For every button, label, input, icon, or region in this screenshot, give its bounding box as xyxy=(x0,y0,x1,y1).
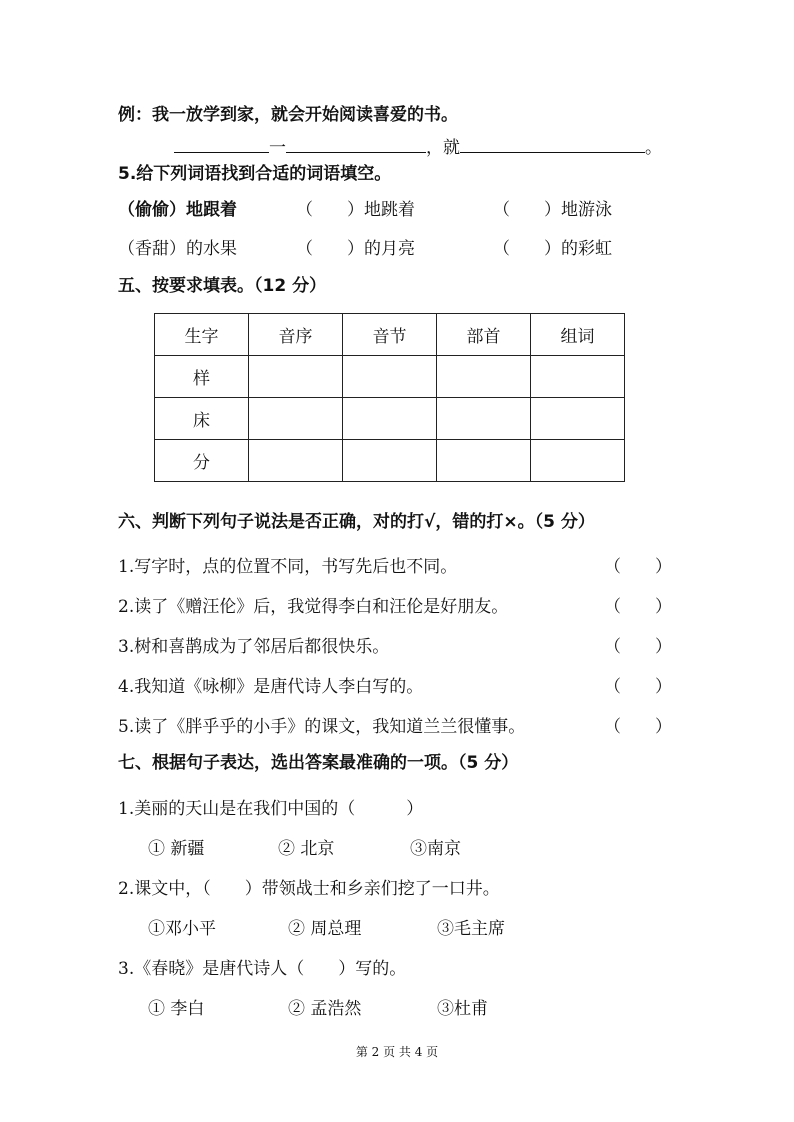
choice-option[interactable]: ① 新疆 xyxy=(148,839,205,859)
choice-option[interactable]: ③毛主席 xyxy=(437,919,505,939)
choice-question-3: 3.《春晓》是唐代诗人（ ）写的。 xyxy=(118,959,407,979)
answer-cell[interactable] xyxy=(343,398,437,440)
header-cell: 部首 xyxy=(437,314,531,356)
q5-row2-col3: （ ）的彩虹 xyxy=(493,239,612,259)
header-cell: 音节 xyxy=(343,314,437,356)
judge-item-1: 1.写字时，点的位置不同，书写先后也不同。 xyxy=(118,557,458,577)
choice-question-2: 2.课文中，（ ）带领战士和乡亲们挖了一口井。 xyxy=(118,879,500,899)
answer-cell[interactable] xyxy=(531,440,625,482)
answer-cell[interactable] xyxy=(249,398,343,440)
answer-cell[interactable] xyxy=(249,440,343,482)
char-cell: 样 xyxy=(155,356,249,398)
choice-question-1: 1.美丽的天山是在我们中国的（ ） xyxy=(118,799,424,819)
answer-cell[interactable] xyxy=(437,356,531,398)
example-yi: 一 xyxy=(269,138,286,158)
header-cell: 生字 xyxy=(155,314,249,356)
choice-option[interactable]: ③南京 xyxy=(410,839,461,859)
table-row xyxy=(155,398,625,440)
choice-option[interactable]: ② 孟浩然 xyxy=(288,999,362,1019)
choice-option[interactable]: ①邓小平 xyxy=(148,919,216,939)
table-row xyxy=(155,356,625,398)
judge-paren-4[interactable]: （ ） xyxy=(604,677,672,697)
q5-row2-col1: （香甜）的水果 xyxy=(118,239,237,259)
q5-title: 5.给下列词语找到合适的词语填空。 xyxy=(118,164,392,184)
judge-paren-5[interactable]: （ ） xyxy=(604,717,672,737)
choice-option[interactable]: ③杜甫 xyxy=(437,999,488,1019)
q5-row1-col3: （ ）地游泳 xyxy=(493,200,612,220)
q5-row1-col1: （偷偷）地跟着 xyxy=(118,200,237,220)
q5-row2-col2: （ ）的月亮 xyxy=(296,239,415,259)
example-jiu: ，就 xyxy=(426,138,460,158)
answer-cell[interactable] xyxy=(531,356,625,398)
answer-cell[interactable] xyxy=(531,398,625,440)
blank-3[interactable] xyxy=(460,134,645,153)
choice-option[interactable]: ① 李白 xyxy=(148,999,205,1019)
char-cell: 床 xyxy=(155,398,249,440)
table-row xyxy=(155,440,625,482)
example-fill-line xyxy=(174,134,662,159)
example-sentence: 例：我一放学到家，就会开始阅读喜爱的书。 xyxy=(118,105,458,125)
judge-item-5: 5.读了《胖乎乎的小手》的课文，我知道兰兰很懂事。 xyxy=(118,717,526,737)
judge-paren-3[interactable]: （ ） xyxy=(604,637,672,657)
section6-title: 六、判断下列句子说法是否正确，对的打√，错的打×。（5 分） xyxy=(118,512,595,532)
choice-option[interactable]: ② 周总理 xyxy=(288,919,362,939)
char-cell: 分 xyxy=(155,440,249,482)
header-cell: 音序 xyxy=(249,314,343,356)
answer-cell[interactable] xyxy=(437,398,531,440)
section7-title: 七、根据句子表达，选出答案最准确的一项。（5 分） xyxy=(118,753,519,773)
judge-paren-1[interactable]: （ ） xyxy=(604,557,672,577)
example-end: 。 xyxy=(645,138,662,158)
answer-cell[interactable] xyxy=(343,356,437,398)
fill-table xyxy=(154,313,625,482)
judge-paren-2[interactable]: （ ） xyxy=(604,597,672,617)
choice-option[interactable]: ② 北京 xyxy=(278,839,335,859)
table-header-row xyxy=(155,314,625,356)
section5-title: 五、按要求填表。（12 分） xyxy=(118,276,327,296)
blank-1[interactable] xyxy=(174,134,269,153)
judge-item-4: 4.我知道《咏柳》是唐代诗人李白写的。 xyxy=(118,677,424,697)
answer-cell[interactable] xyxy=(249,356,343,398)
answer-cell[interactable] xyxy=(437,440,531,482)
judge-item-2: 2.读了《赠汪伦》后，我觉得李白和汪伦是好朋友。 xyxy=(118,597,509,617)
answer-cell[interactable] xyxy=(343,440,437,482)
blank-2[interactable] xyxy=(286,134,426,153)
page-footer: 第 2 页 共 4 页 xyxy=(355,1045,439,1059)
header-cell: 组词 xyxy=(531,314,625,356)
q5-row1-col2: （ ）地跳着 xyxy=(296,200,415,220)
judge-item-3: 3.树和喜鹊成为了邻居后都很快乐。 xyxy=(118,637,390,657)
